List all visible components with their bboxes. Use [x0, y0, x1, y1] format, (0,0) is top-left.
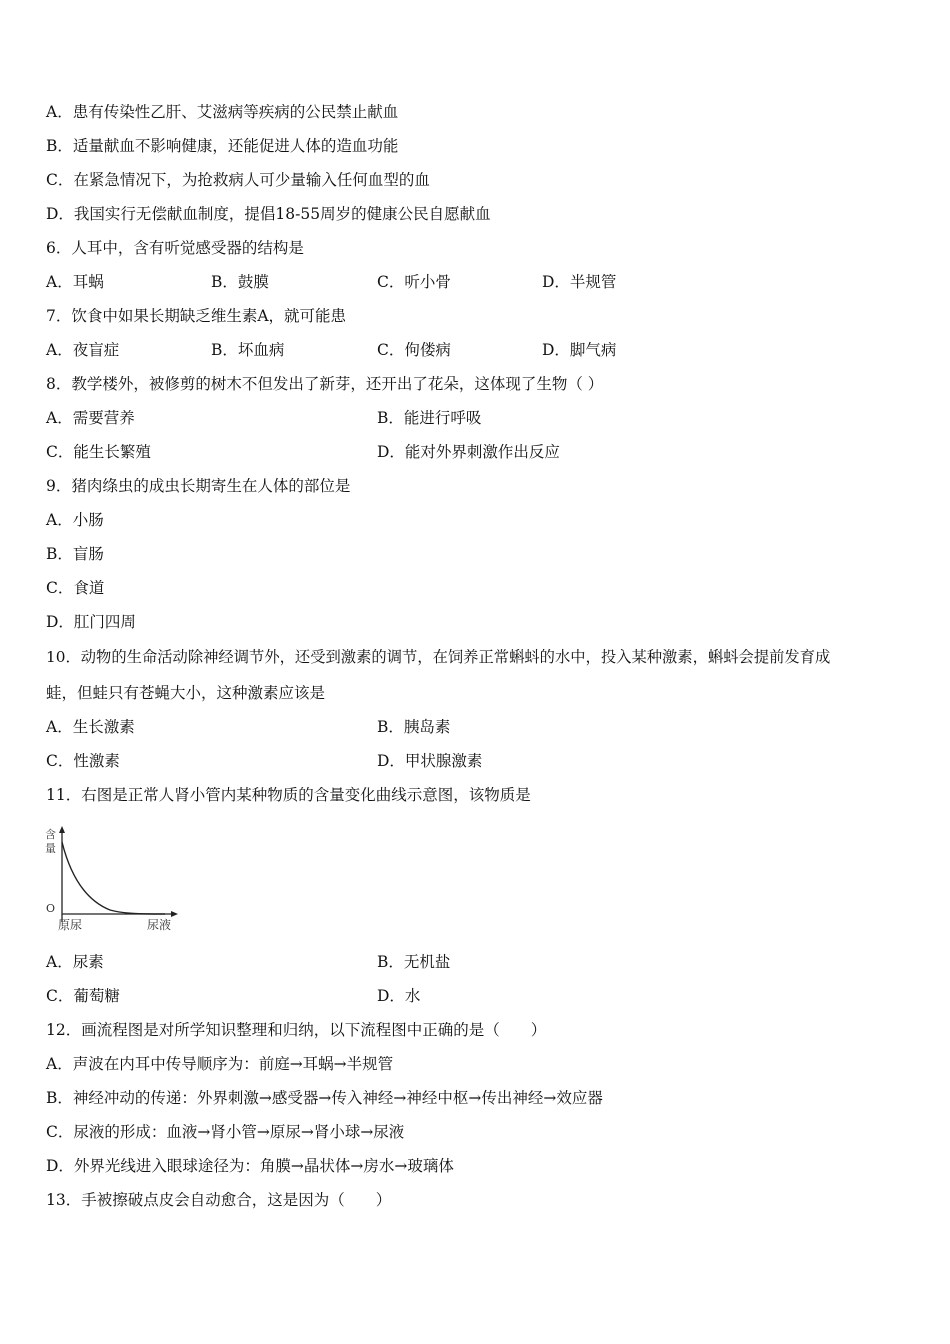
- q11-curve-figure: [40, 822, 190, 937]
- q12-option-b: B．神经冲动的传递：外界刺激→感受器→传入神经→神经中枢→传出神经→效应器: [46, 1089, 603, 1107]
- q13-stem: 13．手被擦破点皮会自动愈合，这是因为（ ）: [46, 1191, 392, 1209]
- q9-option-d: D．肛门四周: [46, 613, 136, 631]
- x-axis-arrow: [171, 911, 178, 917]
- q7-option-a: A．夜盲症: [46, 341, 120, 359]
- q8-option-a: A．需要营养: [46, 409, 135, 427]
- q6-option-c: C．听小骨: [377, 273, 451, 291]
- q10-stem-line2: 蛙，但蛙只有苍蝇大小，这种激素应该是: [46, 684, 326, 702]
- q11-option-a: A．尿素: [46, 953, 104, 971]
- content-curve: [62, 842, 165, 914]
- q7-stem: 7．饮食中如果长期缺乏维生素A，就可能患: [46, 307, 347, 325]
- q11-option-b: B．无机盐: [377, 953, 451, 971]
- q6-stem: 6．人耳中，含有听觉感受器的结构是: [46, 239, 304, 257]
- x-start-label: 原尿: [58, 918, 83, 932]
- q12-option-c: C．尿液的形成：血液→肾小管→原尿→肾小球→尿液: [46, 1123, 405, 1141]
- q11-stem: 11．右图是正常人肾小管内某种物质的含量变化曲线示意图，该物质是: [46, 786, 531, 804]
- q5-option-d: D．我国实行无偿献血制度，提倡18-55周岁的健康公民自愿献血: [46, 205, 491, 223]
- y-axis-label-2: 量: [45, 842, 56, 855]
- q8-stem: 8．教学楼外，被修剪的树木不但发出了新芽，还开出了花朵，这体现了生物（ ）: [46, 375, 604, 393]
- x-end-label: 尿液: [147, 918, 172, 932]
- q6-option-a: A．耳蜗: [46, 273, 104, 291]
- q7-option-b: B．坏血病: [211, 341, 285, 359]
- q5-option-b: B．适量献血不影响健康，还能促进人体的造血功能: [46, 137, 399, 155]
- y-axis-arrow: [59, 826, 65, 833]
- q8-option-c: C．能生长繁殖: [46, 443, 151, 461]
- q5-option-a: A．患有传染性乙肝、艾滋病等疾病的公民禁止献血: [46, 103, 399, 121]
- q10-option-d: D．甲状腺激素: [377, 752, 483, 770]
- q12-stem: 12．画流程图是对所学知识整理和归纳，以下流程图中正确的是（ ）: [46, 1021, 547, 1039]
- q11-option-d: D．水: [377, 987, 421, 1005]
- q7-option-d: D．脚气病: [542, 341, 617, 359]
- q6-option-d: D．半规管: [542, 273, 617, 291]
- q9-option-c: C．食道: [46, 579, 105, 597]
- origin-label: O: [46, 902, 56, 915]
- q6-option-b: B．鼓膜: [211, 273, 269, 291]
- q10-option-a: A．生长激素: [46, 718, 135, 736]
- q8-option-d: D．能对外界刺激作出反应: [377, 443, 560, 461]
- q10-option-c: C．性激素: [46, 752, 120, 770]
- q12-option-a: A．声波在内耳中传导顺序为：前庭→耳蜗→半规管: [46, 1055, 394, 1073]
- q8-option-b: B．能进行呼吸: [377, 409, 482, 427]
- q5-option-c: C．在紧急情况下，为抢救病人可少量输入任何血型的血: [46, 171, 430, 189]
- y-axis-label-1: 含: [45, 828, 56, 841]
- q11-option-c: C．葡萄糖: [46, 987, 120, 1005]
- q9-stem: 9．猪肉绦虫的成虫长期寄生在人体的部位是: [46, 477, 351, 495]
- q10-stem-line1: 10．动物的生命活动除神经调节外，还受到激素的调节，在饲养正常蝌蚪的水中，投入某种激素，蝌蚪会提前发育成: [46, 648, 831, 666]
- q12-option-d: D．外界光线进入眼球途径为：角膜→晶状体→房水→玻璃体: [46, 1157, 454, 1175]
- q9-option-b: B．盲肠: [46, 545, 104, 563]
- q7-option-c: C．佝偻病: [377, 341, 451, 359]
- q9-option-a: A．小肠: [46, 511, 104, 529]
- q10-option-b: B．胰岛素: [377, 718, 451, 736]
